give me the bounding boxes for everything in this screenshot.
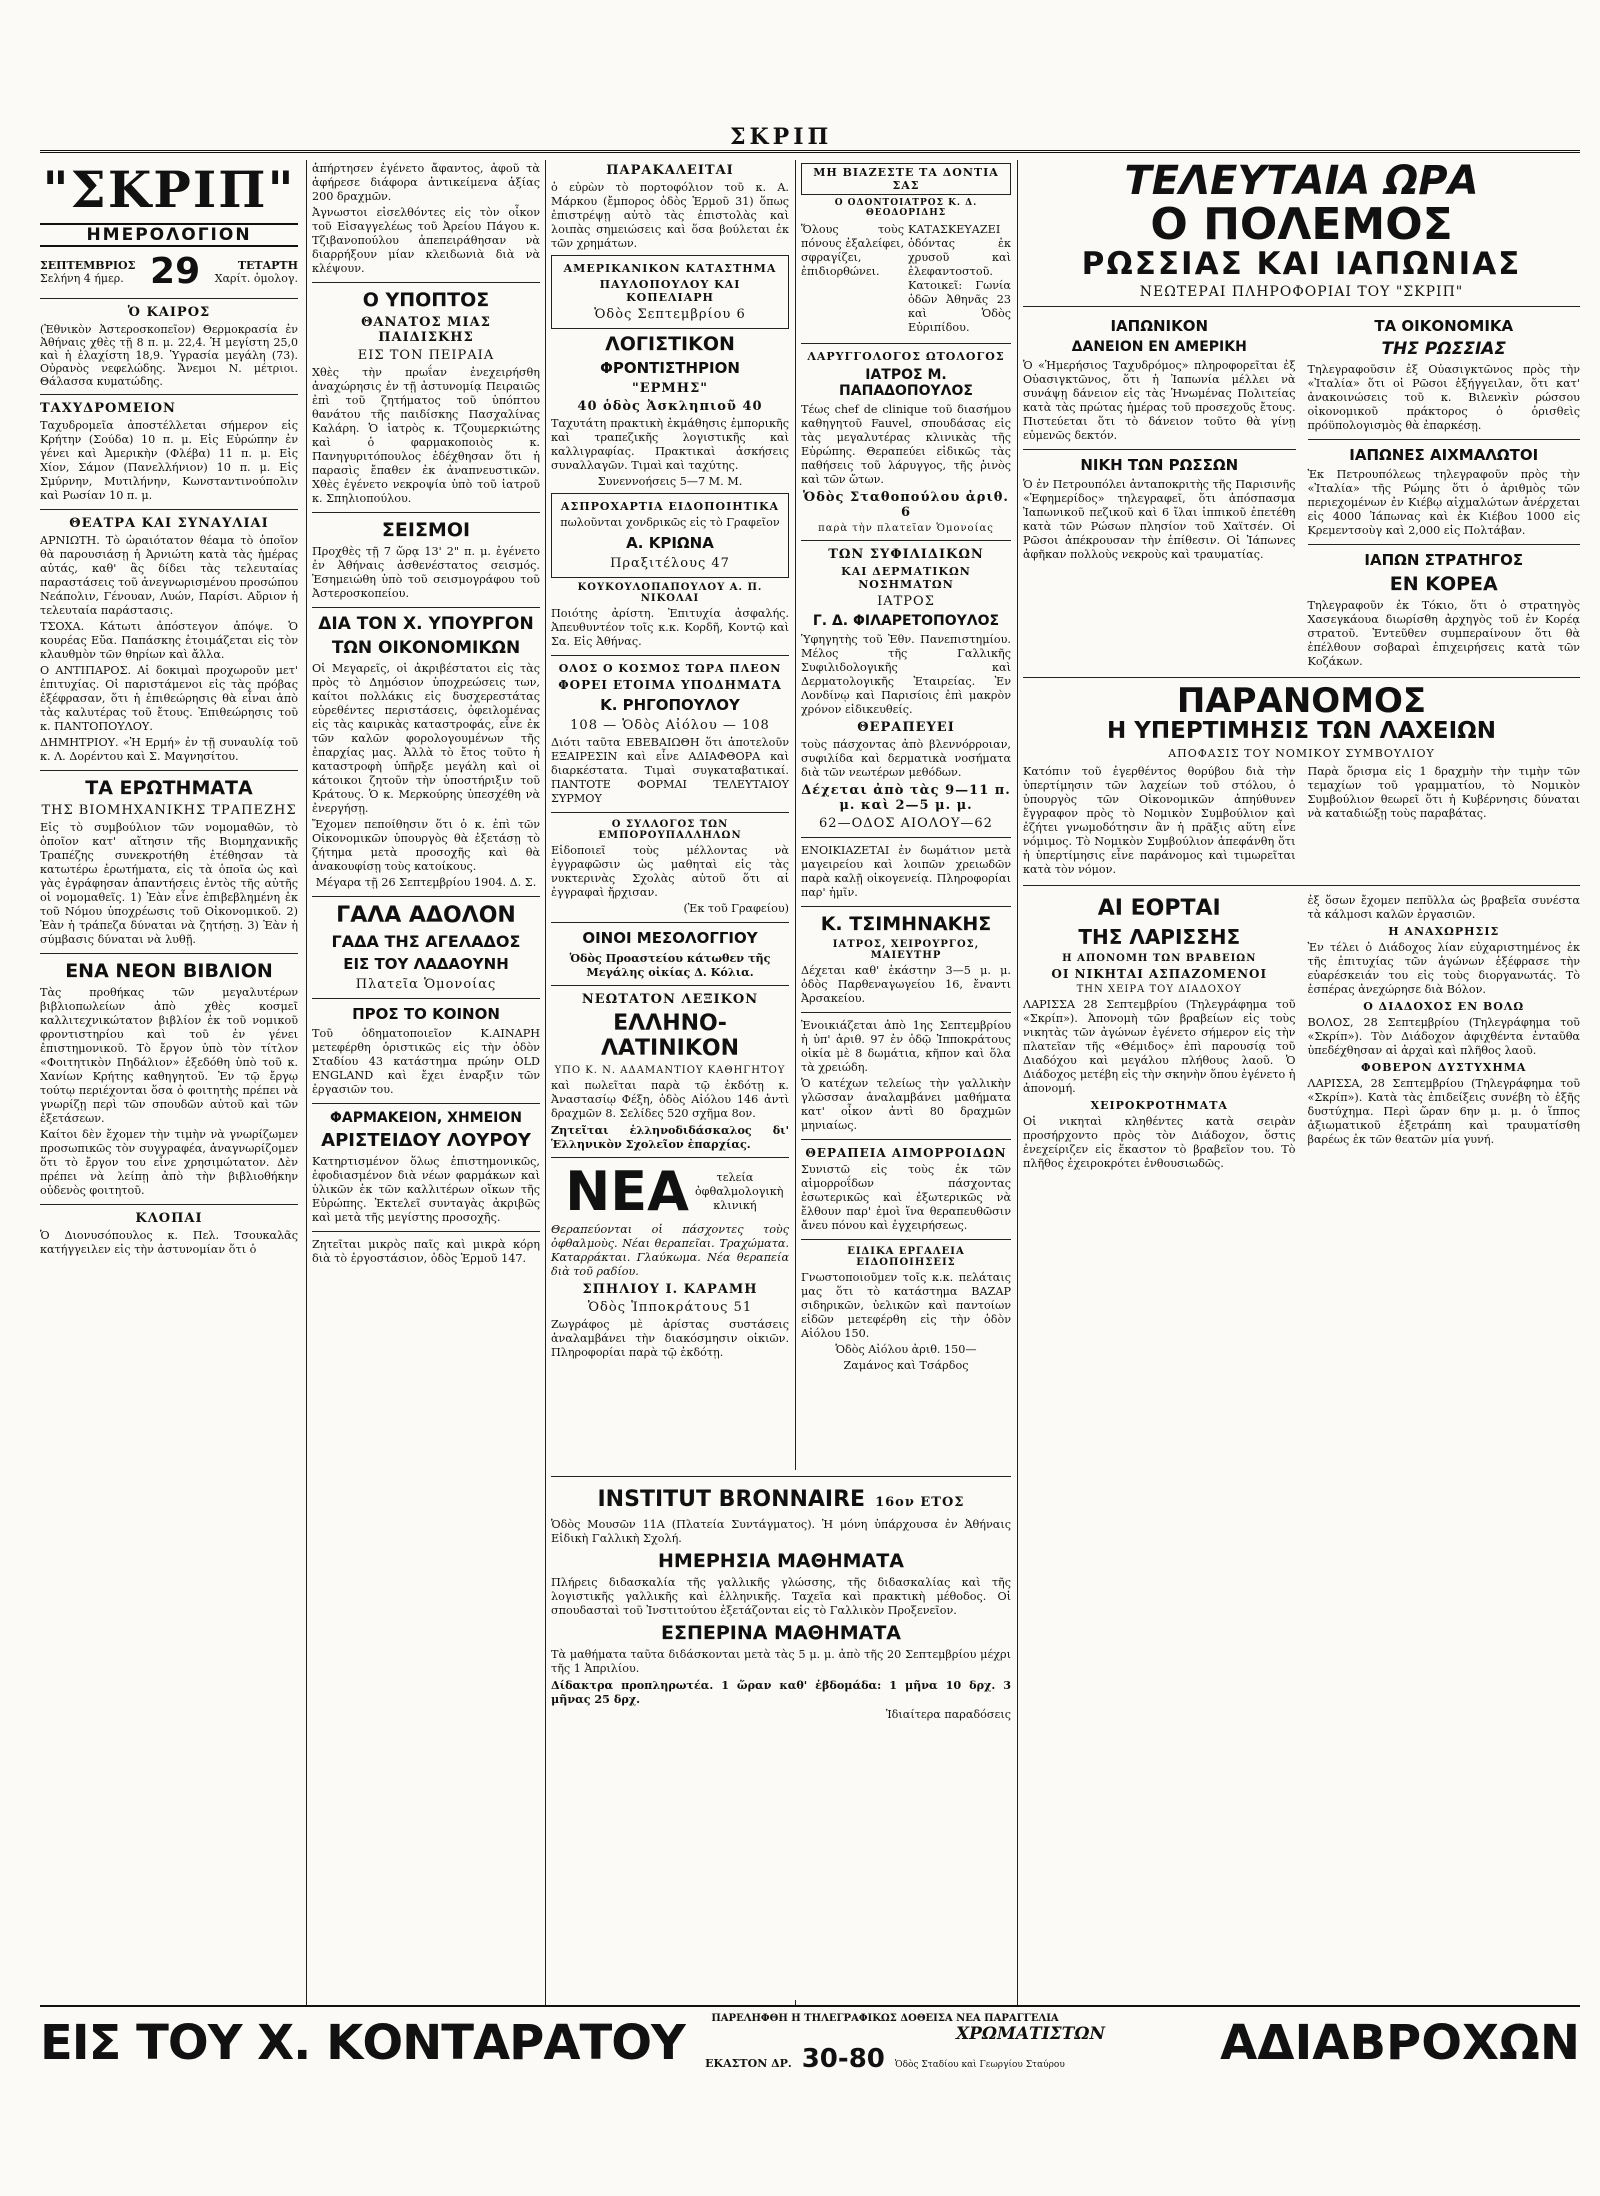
accounting-text: Ταχυτάτη πρακτικὴ ἐκμάθησις ἐμπορικῆς καὶ τραπεζικῆς λογιστικῆς καὶ καλλιγραφίας. Πρακτικαὶ ἀσκήσεις συναλλαγῶν. Τιμαὶ καὶ ταχύτης. bbox=[551, 417, 789, 472]
ent-address: Ὁδὸς Σταθοπούλου ἀριθ. 6 bbox=[803, 490, 1009, 520]
syph-address: 62—ΟΔΟΣ ΑΙΟΛΟΥ—62 bbox=[819, 816, 993, 831]
column-5 bbox=[1023, 160, 1580, 2000]
syph-text-2: τοὺς πάσχοντας ἀπὸ βλεννόρροιαν, συφιλίδα καὶ δερματικὰ νοσήματα διὰ τῶν νεωτέρων μεθόδων. bbox=[801, 738, 1011, 779]
unknown-text: Ἀγνωστοι εἰσελθόντες εἰς τὸν οἶκον τοῦ Εἰσαγγελέως τοῦ Ἀρείου Πάγου κ. Τζιβανοπούλου ἀπεπειράθησαν νὰ διαρρήξουν μίαν κλειδωνιὰ διὰ νὰ κλέψουν. bbox=[312, 206, 540, 275]
syph-doctor: Γ. Δ. ΦΙΛΑΡΕΤΟΠΟΥΛΟΣ bbox=[812, 613, 1000, 629]
news-text: Ἐνοικιάζεται ἀπὸ 1ης Σεπτεμβρίου ἡ ὑπ' ἀριθ. 97 ἐν ὁδῷ Ἱπποκράτους οἰκία μὲ 8 δωμάτια, κῆπον καὶ ὅλα τὰ χρειώδη. bbox=[801, 1019, 1011, 1074]
shop-ad bbox=[551, 255, 789, 329]
shoes-address: 108 — Ὁδὸς Αἰόλου — 108 bbox=[570, 718, 770, 733]
bank-subheading: ΤΗΣ ΒΙΟΜΗΧΑΝΙΚΗΣ ΤΡΑΠΕΖΗΣ bbox=[41, 803, 297, 818]
finance-subheading: ΤΩΝ ΟΙΚΟΝΟΜΙΚΩΝ bbox=[331, 638, 521, 658]
bottom-advertisement bbox=[40, 2005, 1580, 2077]
eye-clinic-side: τελεία ὀφθαλμολογικὴ κλινική bbox=[694, 1171, 784, 1213]
masthead-title: ΣΚΡΙΠ bbox=[730, 124, 833, 150]
accounting-address: 40 ὁδὸς Ἀσκληπιοῦ 40 bbox=[577, 399, 763, 414]
prisoners-heading: ΙΑΠΩΝΕΣ ΑΙΧΜΑΛΩΤΟΙ bbox=[1349, 445, 1539, 464]
institut-year: 16ον ΕΤΟΣ bbox=[875, 1495, 965, 1510]
bank-text: Εἰς τὸ συμβούλιον τῶν νομομαθῶν, τὸ ὁποῖον κατ' αἴτησιν τῆς Βιομηχανικῆς Τραπέζης συνεκροτήθη ἐτέθησαν τὰ κατωτέρω ἐρωτήματα, εἰς τὰ ὁποῖα ὡς καὶ γὰς ἐγράφησαν ἀπαντήσεις ἐντὸς τῆς αὐτῆς οἱ νομομαθεῖς. 1) Ἐὰν εἶνε ἐπιβεβλημένη ἐκ τοῦ Νόμου ὑποχρέωσις τοῦ Οἰκονομικοῦ. 2) Ἐὰν ἡ τράπεζα δύναται νὰ ζητήσῃ. 3) Ἐὰν ἡ σύμβασις δύναται νὰ λυθῇ. bbox=[40, 821, 298, 946]
pharmacy-name: ΑΡΙΣΤΕΙΔΟΥ ΛΟΥΡΟΥ bbox=[321, 1130, 531, 1151]
ent-heading: ΛΑΡΥΓΓΟΛΟΓΟΣ ΩΤΟΛΟΓΟΣ bbox=[807, 350, 1005, 363]
accident-text: ΛΑΡΙΣΣΑ, 28 Σεπτεμβρίου (Τηλεγράφημα τοῦ «Σκρίπ»). Κατὰ τὰς ἐπιδείξεις συνέβη τὸ ἑξῆς δυστύχημα. Περὶ ὥραν 6ην μ. μ. ὁ ἵππος ἀξιωματικοῦ ἐξετράπη καὶ τραυματίσθη βαρέως ἐκ τῶν θεατῶν μία γυνή. bbox=[1307, 1076, 1580, 1146]
lottery-text-2: Παρὰ ὅρισμα εἰς 1 δραχμὴν τὴν τιμὴν τῶν τεμαχίων τοῦ γραμματίου, τὸ Νομικὸν Συμβούλιον θεωρεῖ ὅτι ἡ Κυβέρνησις δύναται νὰ καταδιώξῃ τοὺς παραβάτας. bbox=[1307, 764, 1580, 820]
dictionary-heading: ΝΕΩΤΑΤΟΝ ΛΕΞΙΚΟΝ bbox=[581, 992, 759, 1007]
departure-text: Ἐν τέλει ὁ Διάδοχος λίαν εὐχαριστημένος ἐκ τῆς ἐπιτυχίας τῶν ἀγώνων ἐξέφρασε τὴν εὐαρέσκειάν του εἰς τοὺς διοργανωτάς. Τὸ ἑσπέρας ἀνεχώρησε διὰ Βόλον. bbox=[1307, 940, 1580, 996]
notice-text: ὁ εὑρὼν τὸ πορτοφόλιον τοῦ κ. Α. Μάρκου (ἔμπορος ὁδὸς Ἑρμοῦ 31) ὅπως ἐπιστρέψῃ αὐτὸ τὰς ἐπιστολὰς καὶ λοιπὰς σημειώσεις καὶ ὅσα βούλεται ἐκ τῶν χρημάτων. bbox=[551, 181, 789, 250]
dimitriou-text: ΔΗΜΗΤΡΙΟΥ. «Ἡ Ερμή» ἐν τῇ συναυλίᾳ τοῦ κ. Λ. Δορέντου καὶ Σ. Μαγνησίτου. bbox=[40, 736, 298, 763]
shop-address: Ὁδὸς Σεπτεμβρίου 6 bbox=[594, 307, 746, 322]
weather-heading: Ὁ ΚΑΙΡΟΣ bbox=[127, 305, 211, 320]
accounting-name: "ΕΡΜΗΣ" bbox=[631, 381, 709, 396]
ad-middle bbox=[665, 2013, 1105, 2074]
milk-subheading: ΓΑΔΑ ΤΗΣ ΑΓΕΛΑΔΟΣ bbox=[331, 932, 521, 951]
school-text: Εἰδοποιεῖ τοὺς μέλλοντας νὰ ἐγγραφῶσιν ὡς μαθηταὶ εἰς τὰς νυκτερινὰς Σχολὰς αὐτοῦ ὅτι αἱ ἐγγραφαὶ ἤρχισαν. bbox=[551, 844, 789, 899]
milk-place: Πλατεῖα Ὁμονοίας bbox=[355, 977, 497, 992]
volos-heading: Ο ΔΙΑΔΟΧΟΣ ΕΝ ΒΟΛΩ bbox=[1363, 999, 1525, 1013]
book-text-2: Καίτοι δὲν ἔχομεν τὴν τιμὴν νὰ γνωρίζωμεν προσωπικῶς τὸν συγγραφέα, ἀναγνωρίζομεν ὅτι τὸ ἔργον του εἶνε χρησιμώτατον. Δὲν πρέπει νὰ λείπῃ ἀπὸ τὴν βιβλιοθήκην οὐδενὸς φοιτητοῦ. bbox=[40, 1128, 298, 1197]
victory-heading: ΝΙΚΗ ΤΩΝ ΡΩΣΣΩΝ bbox=[1080, 455, 1239, 474]
accounting-subheading: ΦΡΟΝΤΙΣΤΗΡΙΟΝ bbox=[600, 359, 740, 377]
war-news-right bbox=[1308, 313, 1581, 671]
festival-small-2: ΟΙ ΝΙΚΗΤΑΙ ΑΣΠΑΖΟΜΕΝΟΙ bbox=[1051, 966, 1268, 981]
accounting-hours: Συνεννοήσεις 5—7 Μ. Μ. bbox=[597, 475, 743, 488]
column-rule bbox=[306, 160, 307, 2005]
saint-label: Χαρίτ. ὁμολογ. bbox=[214, 271, 298, 285]
book-text: Τὰς προθήκας τῶν μεγαλυτέρων βιβλιοπωλείων ἀπὸ χθὲς κοσμεῖ καλλιτεχνικώτατον βιβλίον ἐκ τοῦ νομικοῦ φροντιστηρίου καὶ τοῦ ἐν γένει ἐπιστημονικοῦ. Τὸ ἔργον ὑπὸ τὸν τίτλον «Φοιτητικὸν Πηδάλιον» ἐξεδόθη ὑπὸ τοῦ κ. Χανίων Κρήτης καθηγητοῦ. Ἐν τῷ ἔργῳ τούτῳ περιέχονται ὅσα ὁ φοιτητὴς πρέπει νὰ γνωρίζῃ περὶ τῶν σπουδῶν αὐτοῦ καὶ τῶν ἐξετάσεων. bbox=[40, 986, 298, 1125]
pots-text: Γνωστοποιοῦμεν τοῖς κ.κ. πελάταις μας ὅτι τὸ κατάστημα ΒΑΖΑΡ σιδηρικῶν, ὑελικῶν καὶ παντοίων εἰδῶν μετεφέρθη εἰς τὴν ὁδὸν Αἰόλου 150. bbox=[801, 1271, 1011, 1340]
festival-left bbox=[1023, 892, 1296, 1173]
departure-heading: Η ΑΝΑΧΩΡΗΣΙΣ bbox=[1388, 924, 1500, 938]
dictionary-author: ΥΠΟ Κ. Ν. ΑΔΑΜΑΝΤΙΟΥ ΚΑΘΗΓΗΤΟΥ bbox=[554, 1065, 786, 1076]
evening-lessons-fees: Δίδακτρα προπληρωτέα. 1 ὥραν καθ' ἑβδομάδα: 1 μῆνα 10 δρχ. 3 μῆνας 25 δρχ. bbox=[551, 1678, 1011, 1706]
bank-heading: ΤΑ ΕΡΩΤΗΜΑΤΑ bbox=[85, 777, 253, 799]
day-lessons-text: Πλήρεις διδασκαλία τῆς γαλλικῆς γλώσσης, τῆς διδασκαλίας καὶ τῆς λογιστικῆς γαλλικῆς καὶ ἑλληνικῆς. Ταχεῖα καὶ πρακτικὴ μέθοδος. Οἱ σπουδασταὶ τοῦ Ἰνστιτούτου ἐξετάζονται εἰς τὸ Γαλλικὸν Προξενεῖον. bbox=[551, 1576, 1011, 1617]
school-heading: Ο ΣΥΛΛΟΓΟΣ ΤΩΝ ΕΜΠΟΡΟΥΠΑΛΛΗΛΩΝ bbox=[598, 819, 742, 841]
doctor2-subheading: ΙΑΤΡΟΣ, ΧΕΙΡΟΥΡΓΟΣ, ΜΑΙΕΥΤΗΡ bbox=[832, 939, 980, 961]
festival-text: ΛΑΡΙΣΣΑ 28 Σεπτεμβρίου (Τηλεγράφημα τοῦ «Σκρίπ»). Ἀπονομὴ τῶν βραβείων εἰς τοὺς νικητὰς τῶν ἀγώνων ἐγένετο σήμερον εἰς τὴν πλατεῖαν τῆς «Θέμιδος» ἐπὶ παρουσίᾳ τοῦ Διαδόχου καὶ μεγάλου πλήθους λαοῦ. Ὁ Διάδοχος μετέβη εἰς τὴν σκηνὴν ὅπου ἐγένετο ἡ ἀπονομή. bbox=[1023, 997, 1296, 1095]
festival-right-text: ἐξ ὅσων ἔχομεν πεπῦλλα ὡς βραβεῖα συνέστα τὰ κάλμοσι καλῶν ἐργασιῶν. bbox=[1307, 893, 1580, 921]
accident-heading: ΦΟΒΕΡΟΝ ΔΥΣΤΥΧΗΜΑ bbox=[1361, 1060, 1527, 1074]
ent-text: Τέως chef de clinique τοῦ διασήμου καθηγητοῦ Fauvel, σπουδάσας εἰς τὰς μεγαλυτέρας κλινικὰς τῆς Εὐρώπης. Θεραπεύει εἰδικῶς τὰς παθήσεις τοῦ λάρυγγος, τῆς ῥινὸς καὶ τῶν ὤτων. bbox=[801, 403, 1011, 486]
festival-right bbox=[1308, 892, 1581, 1173]
war-news-columns bbox=[1023, 313, 1580, 671]
paper-ad bbox=[551, 493, 789, 578]
finance-signature: Μέγαρα τῇ 26 Σεπτεμβρίου 1904. Δ. Σ. bbox=[315, 876, 537, 889]
lottery-columns bbox=[1023, 763, 1580, 879]
mill-text: Ποιότης ἀρίστη. Ἐπιτυχία ἀσφαλής. Ἀπευθυντέον τοῖς κ.κ. Κορδῆ, Κοντῷ καὶ Σα. Εἰς Ἀθήνας. bbox=[551, 607, 789, 648]
pots-heading: ΕΙΔΙΚΑ ΕΡΓΑΛΕΙΑ ΕΙΔΟΠΟΙΗΣΕΙΣ bbox=[847, 1246, 965, 1268]
thefts-heading: ΚΛΟΠΑΙ bbox=[135, 1211, 203, 1226]
loan-heading: ΙΑΠΩΝΙΚΟΝ bbox=[1110, 316, 1209, 335]
general-text: Τηλεγραφοῦν ἐκ Τόκιο, ὅτι ὁ στρατηγὸς Χασεγκάουα διωρίσθη ἀρχηγὸς τοῦ ἐν Κορέᾳ στρατοῦ. Ἐντεῦθεν συμπεραίνουν ὅτι θὰ ἐπέλθουν σοβαραὶ ἐπιχειρήσεις κατὰ τῶν Κοζάκων. bbox=[1307, 598, 1580, 668]
lottery-small: ΑΠΟΦΑΣΙΣ ΤΟΥ ΝΟΜΙΚΟΥ ΣΥΜΒΟΥΛΙΟΥ bbox=[1168, 746, 1435, 760]
dentist-right-text: ΚΑΤΑΣΚΕΥΑΖΕΙ ὀδόντας ἐκ χρυσοῦ καὶ ἐλεφαντοστοῦ. Κατοικεῖ: Γωνία ὁδῶν Ἀθηνᾶς 23 καὶ Ὁδὸς Εὐριπίδου. bbox=[908, 223, 1011, 334]
weekday-label: ΤΕΤΑΡΤΗ bbox=[237, 258, 298, 272]
book-heading: ΕΝΑ ΝΕΟΝ ΒΙΒΛΙΟΝ bbox=[65, 960, 273, 982]
shoes-heading: ΟΛΟΣ Ο ΚΟΣΜΟΣ ΤΩΡΑ ΠΛΕΟΝ bbox=[558, 662, 782, 675]
eye-clinic-address: Ὁδὸς Ἱπποκράτους 51 bbox=[587, 1299, 753, 1315]
festival-applause: ΧΕΙΡΟΚΡΟΤΗΜΑΤΑ bbox=[1090, 1098, 1228, 1112]
column-2 bbox=[312, 160, 540, 2000]
shop-heading: ΑΜΕΡΙΚΑΝΙΚΟΝ ΚΑΤΑΣΤΗΜΑ bbox=[563, 262, 777, 275]
war-news-left bbox=[1023, 313, 1296, 671]
syph-doc-label: ΙΑΤΡΟΣ bbox=[877, 594, 935, 609]
lottery-text: Κατόπιν τοῦ ἐγερθέντος θορύβου διὰ τὴν ὑπερτίμησιν τῶν λαχείων τοῦ στόλου, ὁ ὑπουργὸς τῶν Οἰκονομικῶν ἀπηύθυνεν ἔγγραφον πρὸς τὸ Νομικὸν Συμβούλιον καὶ ἐζήτει γνωμοδότησιν ἂν ἡ πρᾶξις αὕτη εἶνε νόμιμος. Τὸ Νομικὸν Συμβούλιον ἀπεφάνθη ὅτι ἡ ὑπερτίμησις εἶνε παράνομος καὶ τιμωρεῖται κατὰ τὸν νόμον. bbox=[1023, 764, 1296, 876]
thefts-text: Ὁ Διονυσόπουλος κ. Πελ. Τσουκαλᾶς κατήγγειλεν εἰς τὴν ἀστυνομίαν ὅτι ὁ bbox=[40, 1229, 298, 1256]
mill-heading: ΚΟΥΚΟΥΛΟΠΑΠΟΥΛΟΥ Α. Π. ΝΙΚΟΛΑΙ bbox=[577, 582, 763, 604]
pots-signature: Ζαμάνος καὶ Τσάρδος bbox=[843, 1359, 969, 1372]
day-number: 29 bbox=[150, 251, 201, 292]
ent-name: ΙΑΤΡΟΣ Μ. ΠΑΠΑΔΟΠΟΥΛΟΣ bbox=[839, 367, 973, 399]
syph-cure: ΘΕΡΑΠΕΥΕΙ bbox=[857, 720, 955, 735]
syph-hours: Δέχεται ἀπὸ τὰς 9—11 π. μ. καὶ 2—5 μ. μ. bbox=[801, 783, 1011, 813]
economy-heading: ΤΑ ΟΙΚΟΝΟΜΙΚΑ bbox=[1374, 316, 1514, 335]
lottery-heading: ΠΑΡΑΝΟΜΟΣ bbox=[1176, 680, 1427, 721]
institut-header bbox=[551, 1483, 1011, 1516]
month-label: ΣΕΠΤΕΜΒΡΙΟΣ bbox=[40, 258, 136, 272]
private-lessons-note: Ἰδιαίτερα παραδόσεις bbox=[885, 1708, 1011, 1721]
institut-ad bbox=[551, 1470, 1011, 2000]
antiparos-text: Ο ΑΝΤΙΠΑΡΟΣ. Αἱ δοκιμαὶ προχωροῦν μετ' ἐπιτυχίας. Οἱ παριστάμενοι εἰς τὰς πρόβας ἐξέφρασαν, ὅτι ἡ ἐπιθεώρησις θὰ εἶναι ἀπὸ τὰς καλυτέρας τοῦ ἔτους. Ἐπιθεώρησις τοῦ κ. ΠΑΝΤΟΠΟΥΛΟΥ. bbox=[40, 664, 298, 733]
weather-text: (Ἐθνικὸν Ἀστεροσκοπεῖον) Θερμοκρασία ἐν Ἀθήναις χθὲς τῇ 8 π. μ. 22,4. Ἡ μεγίστη 25,0 καὶ ἡ ἐλαχίστη 18,9. Ὑγρασία μεγάλη (73). Οὐρανὸς νεφελώδης. Ἄνεμοι Ν. μέτριοι. Θάλασσα κυματώδης. bbox=[40, 323, 298, 388]
blood-heading: ΘΕΡΑΠΕΙΑ ΑΙΜΟΡΡΟΙΔΩΝ bbox=[805, 1146, 1007, 1160]
top-masthead bbox=[40, 124, 1580, 153]
dentist-heading: ΜΗ ΒΙΑΖΕΣΤΕ ΤΑ ΔΟΝΤΙΑ ΣΑΣ bbox=[801, 163, 1011, 195]
paper-heading: ΑΣΠΡΟΧΑΡΤΙΑ ΕΙΔΟΠΟΙΗΤΙΚΑ bbox=[560, 500, 780, 513]
ad-right-text: ΑΔΙΑΒΡΟΧΩΝ bbox=[1220, 2015, 1580, 2071]
dictionary-wanted: Ζητεῖται ἑλληνοδιδάσκαλος δι' Ἑλληνικὸν Σχολεῖον ἐπαρχίας. bbox=[551, 1123, 789, 1151]
institut-address: Ὁδὸς Μουσῶν 11Α (Πλατεία Συντάγματος). Ἡ μόνη ὑπάρχουσα ἐν Ἀθήναις Εἰδικὴ Γαλλικὴ Σχολή. bbox=[551, 1518, 1011, 1545]
school-source: (Ἐκ τοῦ Γραφείου) bbox=[683, 902, 789, 915]
post-text: Ταχυδρομεῖα ἀποστέλλεται σήμερον εἰς Κρήτην (Σούδα) 10 π. μ. Εἰς Εὐρώπην ἐν γένει καὶ Ἀμερικὴν (Φλέβα) 11 π. μ. Εἰς Χίον, Σάμον (Πανελλήνιον) 10 π. μ. Εἰς Σμύρνην, Μυτιλήνην, Κωνσταντινούπολιν καὶ Ρωσίαν 10 π. μ. bbox=[40, 419, 298, 502]
theatre-text: ΑΡΝΙΩΤΗ. Τὸ ὡραιότατον θέαμα τὸ ὁποῖον θὰ παρουσιάσῃ ἡ Ἀρνιώτη κατὰ τὰς ἡμέρας αὐτάς, καθ' ἃς δίδει τὰς τελευταίας παραστάσεις τοῦ ἀνεγνωρισμένου προσώπου Νεάπολιν, Γένουαν, Λυών, Παρίσι. Αὔριον ἡ τελευταία παράστασις. bbox=[40, 534, 298, 617]
war-subheading: ΡΩΣΣΙΑΣ ΚΑΙ ΙΑΠΩΝΙΑΣ bbox=[1081, 246, 1522, 283]
shoes-text: Διότι ταῦτα ΕΒΕΒΑΙΩΘΗ ὅτι ἀποτελοῦν ΕΞΑΙΡΕΣΙΝ καὶ εἶνε ΑΔΙΑΦΘΟΡΑ καὶ διαρκέστατα. Τιμαὶ συγκαταβατικαί. ΠΑΝΤΟΤΕ ΦΟΡΜΑΙ ΤΕΛΕΥΤΑΙΟΥ ΣΥΡΜΟΥ bbox=[551, 736, 789, 805]
dentist-left-text: Ὅλους τοὺς πόνους ἐξαλείφει, σφραγίζει, ἐπιδιορθώνει. bbox=[801, 223, 904, 278]
rent-text: ΕΝΟΙΚΙΑΖΕΤΑΙ ἐν δωμάτιον μετὰ μαγειρείου καὶ λοιπῶν χρειωδῶν παρὰ καλῇ οἰκογενείᾳ. Πληροφορίαι παρ' ἡμῖν. bbox=[801, 844, 1011, 899]
shop-subheading: ΠΑΥΛΟΠΟΥΛΟΥ ΚΑΙ ΚΟΠΕΛΙΑΡΗ bbox=[599, 278, 741, 304]
war-heading: Ο ΠΟΛΕΜΟΣ bbox=[1150, 199, 1453, 250]
pharmacy-heading: ΦΑΡΜΑΚΕΙΟΝ, ΧΗΜΕΙΟΝ bbox=[329, 1110, 523, 1126]
general-heading: ΙΑΠΩΝ ΣΤΡΑΤΗΓΟΣ bbox=[1364, 550, 1524, 569]
lady-text: Ὁ κατέχων τελείως τὴν γαλλικὴν γλῶσσαν ἀναλαμβάνει μαθήματα κατ' οἶκον ἀντὶ 80 δραχμῶν μηνιαίως. bbox=[801, 1077, 1011, 1132]
ent-place: παρὰ τὴν πλατεῖαν Ὁμονοίας bbox=[818, 523, 994, 534]
eye-clinic-doctor: ΣΠΗΛΙΟΥ Ι. ΚΑΡΑΜΗ bbox=[582, 1281, 758, 1297]
syph-heading: ΤΩΝ ΣΥΦΙΛΙΔΙΚΩΝ bbox=[828, 547, 984, 562]
column-1 bbox=[40, 160, 298, 2000]
post-heading: ΤΑΧΥΔΡΟΜΕΙΟΝ bbox=[40, 401, 176, 416]
ad-middle-top: ΠΑΡΕΛΗΦΘΗ Η ΤΗΛΕΓΡΑΦΙΚΩΣ ΔΟΘΕΙΣΑ ΝΕΑ ΠΑΡΑΓΓΕΛΙΑ bbox=[711, 2013, 1059, 2024]
moon-label: Σελήνη 4 ήμερ. bbox=[40, 271, 124, 285]
shoes-name: Κ. ΡΗΓΟΠΟΥΛΟΥ bbox=[600, 696, 740, 714]
dentist-name: Ο ΟΔΟΝΤΟΙΑΤΡΟΣ Κ. Δ. ΘΕΟΔΟΡΙΔΗΣ bbox=[834, 198, 978, 218]
eye-clinic-big: ΝΕΑ bbox=[565, 1160, 689, 1223]
loan-text: Ὁ «Ἡμερήσιος Ταχυδρόμος» πληροφορεῖται ἐξ Οὐασιγκτῶνος, ὅτι ἡ Ἰαπωνία μέλλει νὰ συνάψῃ δάνειον εἰς τὰς Ἡνωμένας Πολιτείας κατὰ τὰς πρώτας ἡμέρας τοῦ προσεχοῦς ἔτους. Πιστεύεται ὅτι τὸ δάνειον τοῦτο θὰ γίνῃ εὐμενῶς δεκτόν. bbox=[1023, 358, 1296, 442]
syph-text: Ὑφηγητὴς τοῦ Ἐθν. Πανεπιστημίου. Μέλος τῆς Γαλλικῆς Συφιλιδολογικῆς καὶ Δερματολογικῆς Ἑταιρείας. Ἐν Λονδίνῳ καὶ Παρισίοις ἐπὶ μακρὸν χρόνον εἰδικευθείς. bbox=[801, 633, 1011, 716]
finance-heading: ΔΙΑ ΤΟΝ Χ. ΥΠΟΥΡΓΟΝ bbox=[318, 614, 534, 634]
column-rule bbox=[545, 160, 546, 2005]
death-place: ΕΙΣ ΤΟΝ ΠΕΙΡΑΙΑ bbox=[357, 348, 495, 363]
finance-text: Οἱ Μεγαρεῖς, οἱ ἀκριβέστατοι εἰς τὰς πρὸς τὸ Δημόσιον ὑποχρεώσεις των, καίτοι πολλάκις εἰς δυσχερεστάτας εὑρεθέντες περιστάσεις, ὀφειλομένας εἰς τὰς καιρικὰς καταστροφάς, εἶνε ἐκ τῶν καλῶν φορολογουμένων τῆς ἐπαρχίας μας. Ἀλλὰ τὸ ἔτος τοῦτο ἡ καταστροφὴ ὑπῆρξε μεγάλη καὶ οἱ κάτοικοι ζητοῦν τὴν ὑποστήριξιν τοῦ Κράτους. Ὁ κ. Μερκούρης ὑπεσχέθη νὰ ἐνεργήσῃ. bbox=[312, 662, 540, 815]
volos-text: ΒΟΛΟΣ, 28 Σεπτεμβρίου (Τηλεγράφημα τοῦ «Σκρίπ»). Τὸν Διάδοχον ἀφιχθέντα ἐνταῦθα ὑπεδέχθησαν αἱ ἀρχαὶ καὶ πλῆθος λαοῦ. bbox=[1307, 1015, 1580, 1057]
date-block bbox=[40, 251, 298, 292]
wine-heading: ΟΙΝΟΙ ΜΕΣΟΛΟΓΓΙΟΥ bbox=[582, 929, 758, 947]
calendar-heading: ΗΜΕΡΟΛΟΓΙΟΝ bbox=[40, 223, 298, 247]
column-rule bbox=[1017, 160, 1018, 2005]
public-heading: ΠΡΟΣ ΤΟ ΚΟΙΝΟΝ bbox=[352, 1005, 500, 1023]
milk-heading: ΓΑΛΑ ΑΔΟΛΟΝ bbox=[336, 903, 516, 928]
milk-where: ΕΙΣ ΤΟΥ ΛΑΔΑΟΥΝΗ bbox=[343, 955, 509, 973]
pots-address: Ὁδὸς Αἰόλου ἀριθ. 150— bbox=[835, 1343, 977, 1356]
pharmacy-text: Κατηρτισμένον ὅλως ἐπιστημονικῶς, ἐφοδιασμένον διὰ νέων φαρμάκων καὶ ὑλικῶν ἐκ τῶν καλλιτέρων οἴκων τῆς Εὐρώπης. Ἐκτελεῖ συνταγὰς ἀκριβῶς καὶ μετὰ τῆς μεγίστης προσοχῆς. bbox=[312, 1155, 540, 1224]
eye-clinic-text: Θεραπεύονται οἱ πάσχοντες τοὺς ὀφθαλμοὺς. Νέαι θεραπεῖαι. Τραχώματα. Καταρράκται. Γλαύκωμα. Νέα θεραπεία διὰ τοῦ ραδίου. bbox=[551, 1222, 789, 1278]
theatre-heading: ΘΕΑΤΡΑ ΚΑΙ ΣΥΝΑΥΛΙΑΙ bbox=[69, 516, 269, 531]
ad-address: Ὁδὸς Σταδίου καὶ Γεωργίου Σταύρου bbox=[894, 2060, 1065, 2070]
economy-subheading: ΤΗΣ ΡΩΣΣΙΑΣ bbox=[1381, 338, 1507, 359]
death-heading: Ο ΥΠΟΠΤΟΣ bbox=[362, 289, 490, 311]
wanted-text: Ζητεῖται μικρὸς παῖς καὶ μικρὰ κόρη διὰ τὸ ἐργοστάσιον, ὁδὸς Ἑρμοῦ 147. bbox=[312, 1238, 540, 1265]
finance-text-2: Ἔχομεν πεποίθησιν ὅτι ὁ κ. ἐπὶ τῶν Οἰκονομικῶν ὑπουργὸς θὰ ἐξετάσῃ τὸ ζήτημα μετὰ προσοχῆς καὶ θὰ ἀνακουφίσῃ τοὺς κατοίκους. bbox=[312, 818, 540, 873]
syph-subheading: ΚΑΙ ΔΕΡΜΑΤΙΚΩΝ ΝΟΣΗΜΑΤΩΝ bbox=[841, 565, 971, 591]
eye-clinic-header bbox=[551, 1160, 789, 1223]
festival-columns bbox=[1023, 892, 1580, 1173]
accounting-heading: ΛΟΓΙΣΤΙΚΟΝ bbox=[605, 333, 735, 355]
prisoners-text: Ἐκ Πετρουπόλεως τηλεγραφοῦν πρὸς τὴν «Ἰταλία» τῆς Ρώμης ὅτι ὁ ἀριθμὸς τῶν περιεχομένων ἐν Κιέβῳ αἰχμαλώτων ἀνέρχεται εἰς 4000 Ἰάπωνας καὶ ἐκ Κιέβου 1000 εἰς Κρεμεντσοὺγ καὶ 2,000 εἰς Πολτάβαν. bbox=[1307, 467, 1580, 537]
festival-heading: ΑΙ ΕΟΡΤΑΙ bbox=[1097, 895, 1221, 921]
festival-subheading: ΤΗΣ ΛΑΡΙΣΣΗΣ bbox=[1078, 924, 1241, 949]
loan-subheading: ΔΑΝΕΙΟΝ ΕΝ ΑΜΕΡΙΚΗ bbox=[1071, 338, 1247, 355]
ad-price-label: ΕΚΑΣΤΟΝ ΔΡ. bbox=[705, 2057, 792, 2070]
doctor2-name: Κ. ΤΣΙΜΗΝΑΚΗΣ bbox=[820, 913, 992, 935]
death-text: Χθὲς τὴν πρωΐαν ἐνεχειρήσθη ἀναχώρησις ἐν τῇ ἀστυνομίᾳ Πειραιῶς ἐπὶ τοῦ ζητήματος τοῦ ὑπόπτου θανάτου τῆς παιδίσκης Πασχαλίνας Καλάρη. Ὁ ἰατρὸς κ. Τζουμερκιώτης καὶ ὁ φαρμακοποιὸς κ. Πανηγυριτόπουλος ἐδέχθησαν ὅτι ἡ παρασὶς ἔπαθεν ἐκ ἀναπνευστικῶν. Χθὲς ἐγένετο νεκροψία ὑπὸ τοῦ ἰατροῦ κ. Σπηλιοπούλου. bbox=[312, 366, 540, 505]
paper-name: Α. ΚΡΙΩΝΑ bbox=[626, 534, 714, 552]
newspaper-logo: "ΣΚΡΙΠ" bbox=[42, 160, 296, 219]
paper-text: πωλοῦνται χονδρικῶς εἰς τὸ Γραφεῖον bbox=[560, 516, 780, 529]
festival-small-1: Η ΑΠΟΝΟΜΗ ΤΩΝ ΒΡΑΒΕΙΩΝ bbox=[1062, 952, 1257, 964]
ad-left-text: ΕΙΣ ΤΟΥ Χ. ΚΟΝΤΑΡΑΤΟΥ bbox=[40, 2015, 685, 2071]
festival-small-3: ΤΗΝ ΧΕΙΡΑ ΤΟΥ ΔΙΑΔΟΧΟΥ bbox=[1076, 983, 1242, 995]
last-hour-heading: ΤΕΛΕΥΤΑΙΑ ΩΡΑ bbox=[1124, 158, 1479, 204]
institut-title: INSTITUT BRONNAIRE bbox=[597, 1487, 866, 1512]
day-lessons-heading: ΗΜΕΡΗΣΙΑ ΜΑΘΗΜΑΤΑ bbox=[658, 1550, 904, 1572]
news-line: ΝΕΩΤΕΡΑΙ ΠΛΗΡΟΦΟΡΙΑΙ ΤΟΥ "ΣΚΡΙΠ" bbox=[1139, 283, 1464, 300]
ad-middle-big: ΧΡΩΜΑΤΙΣΤΩΝ bbox=[955, 2024, 1105, 2044]
public-text: Τοῦ ὁδηματοποιεῖον Κ.ΑΙΝΑΡΗ μετεφέρθη ὁριστικῶς εἰς τὴν ὁδὸν Σταδίου 43 κατάστημα πρώην OLD ENGLAND καὶ ἔχει ἐναρξιν τῶν ἐργασιῶν του. bbox=[312, 1027, 540, 1096]
painter-text: Ζωγράφος μὲ ἀρίστας συστάσεις ἀναλαμβάνει τὴν διακόσμησιν οἰκιῶν. Πληροφορίαι παρὰ τῷ ἐκδότῃ. bbox=[551, 1317, 789, 1359]
doctor2-text: Δέχεται καθ' ἑκάστην 3—5 μ. μ. ὁδὸς Παρθεναγωγείου 16, ἔναντι Ἀρσακείου. bbox=[801, 964, 1011, 1005]
festival-text-2: Οἱ νικηταὶ κληθέντες κατὰ σειρὰν προσήρχοντο πρὸς τὸν Διάδοχον, ὅστις ἐνεχείριζεν εἰς ἕκαστον τὸ βραβεῖον του. Τὸ πλῆθος ἐχειροκρότει ἐνθουσιωδῶς. bbox=[1023, 1114, 1296, 1170]
lottery-subheading: Η ΥΠΕΡΤΙΜΗΣΙΣ ΤΩΝ ΛΑΧΕΙΩΝ bbox=[1106, 718, 1496, 745]
ad-middle-price-row bbox=[665, 2044, 1105, 2074]
death-subheading: ΘΑΝΑΤΟΣ ΜΙΑΣ ΠΑΙΔΙΣΚΗΣ bbox=[361, 315, 491, 345]
quake-heading: ΣΕΙΣΜΟΙ bbox=[381, 519, 471, 541]
general-subheading: ΕΝ ΚΟΡΕΑ bbox=[1389, 572, 1498, 595]
ad-price: 30-80 bbox=[801, 2044, 885, 2074]
economy-text: Τηλεγραφοῦσιν ἐξ Οὐασιγκτῶνος πρὸς τὴν «Ἰταλία» ὅτι οἱ Ρῶσοι ἐξήγγειλαν, ὅτι κατ' ἀνακοινώσεις τοῦ κ. Βιλενκὶν ρώσσου οἰκονομικοῦ πράκτορος ὁ ὁρισθεὶς πρόϋπολογισμὸς θὰ ἐπαρκέσῃ. bbox=[1307, 362, 1580, 432]
wine-text: Ὁδὸς Προαστείου κάτωθεν τῆς Μεγάλης οἰκίας Δ. Κόλια. bbox=[569, 951, 771, 979]
evening-lessons-heading: ΕΣΠΕΡΙΝΑ ΜΑΘΗΜΑΤΑ bbox=[661, 1622, 901, 1644]
dictionary-text: καὶ πωλεῖται παρὰ τῷ ἐκδότῃ κ. Ἀναστασίῳ Φέξη, ὁδὸς Αἰόλου 146 ἀντὶ δραχμῶν 8. Σελίδες 520 σχῆμα 8ον. bbox=[551, 1079, 789, 1120]
paper-address: Πραξιτέλους 47 bbox=[610, 556, 730, 571]
blood-text: Συνιστῶ εἰς τοὺς ἐκ τῶν αἱμορροΐδων πάσχοντας ἐσωτερικῶς καὶ ἐξωτερικῶς νὰ ἔλθουν παρ' ἐμοὶ ἵνα θεραπευθῶσιν ἄνευ πόνου καὶ ἐγχειρήσεως. bbox=[801, 1163, 1011, 1232]
evening-lessons-text: Τὰ μαθήματα ταῦτα διδάσκονται μετὰ τὰς 5 μ. μ. ἀπὸ τῆς 20 Σεπτεμβρίου μέχρι τῆς 1 Ἀπριλίου. bbox=[551, 1648, 1011, 1675]
shoes-subheading: ΦΟΡΕΙ ΕΤΟΙΜΑ ΥΠΟΔΗΜΑΤΑ bbox=[558, 678, 782, 692]
dictionary-title: ΕΛΛΗΝΟ-ΛΑΤΙΝΙΚΟΝ bbox=[600, 1011, 739, 1061]
column-2-top-text: ἀπήρτησεν ἐγένετο ἄφαντος, ἀφοῦ τὰ ἀφήρεσε διάφορα ἀντικείμενα ἀξίας 200 δραχμῶν. bbox=[312, 162, 540, 203]
notice-heading: ΠΑΡΑΚΑΛΕΙΤΑΙ bbox=[606, 163, 734, 178]
victory-text: Ὁ ἐν Πετρουπόλει ἀνταποκριτὴς τῆς Παρισινῆς «Ἐφημερίδος» τηλεγραφεῖ, ὅτι ἀπόσπασμα Ἰαπωνικοῦ πεζικοῦ καὶ 6 ἴλαι ἱππικοῦ ἐπετέθη κατὰ τῶν Ρώσων πλησίον τοῦ Χαϊτσέν. Οἱ Ρῶσοι ἀπέκρουσαν τὴν ἐπίθεσιν. Οἱ Ἰάπωνες ἀφῆκαν πολλοὺς νεκροὺς καὶ τραυματίας. bbox=[1023, 477, 1296, 561]
dentist-columns bbox=[801, 221, 1011, 337]
quake-text: Προχθὲς τῇ 7 ὥρᾳ 13' 2" π. μ. ἐγένετο ἐν Ἀθήναις ἀσθενέστατος σεισμός. Ἐσημειώθη ὑπὸ τοῦ σεισμογράφου τοῦ Ἀστεροσκοπείου. bbox=[312, 545, 540, 600]
tsoxa-text: ΤΣΟΧΑ. Κάτωτι ἀπόστεγον ἀπόψε. Ὁ κουρέας Εὔα. Παπάσκης ἑτοιμάζεται εἰς τὸν κλαυθμὸν τῶν θηρίων καὶ ἄλλα. bbox=[40, 620, 298, 661]
